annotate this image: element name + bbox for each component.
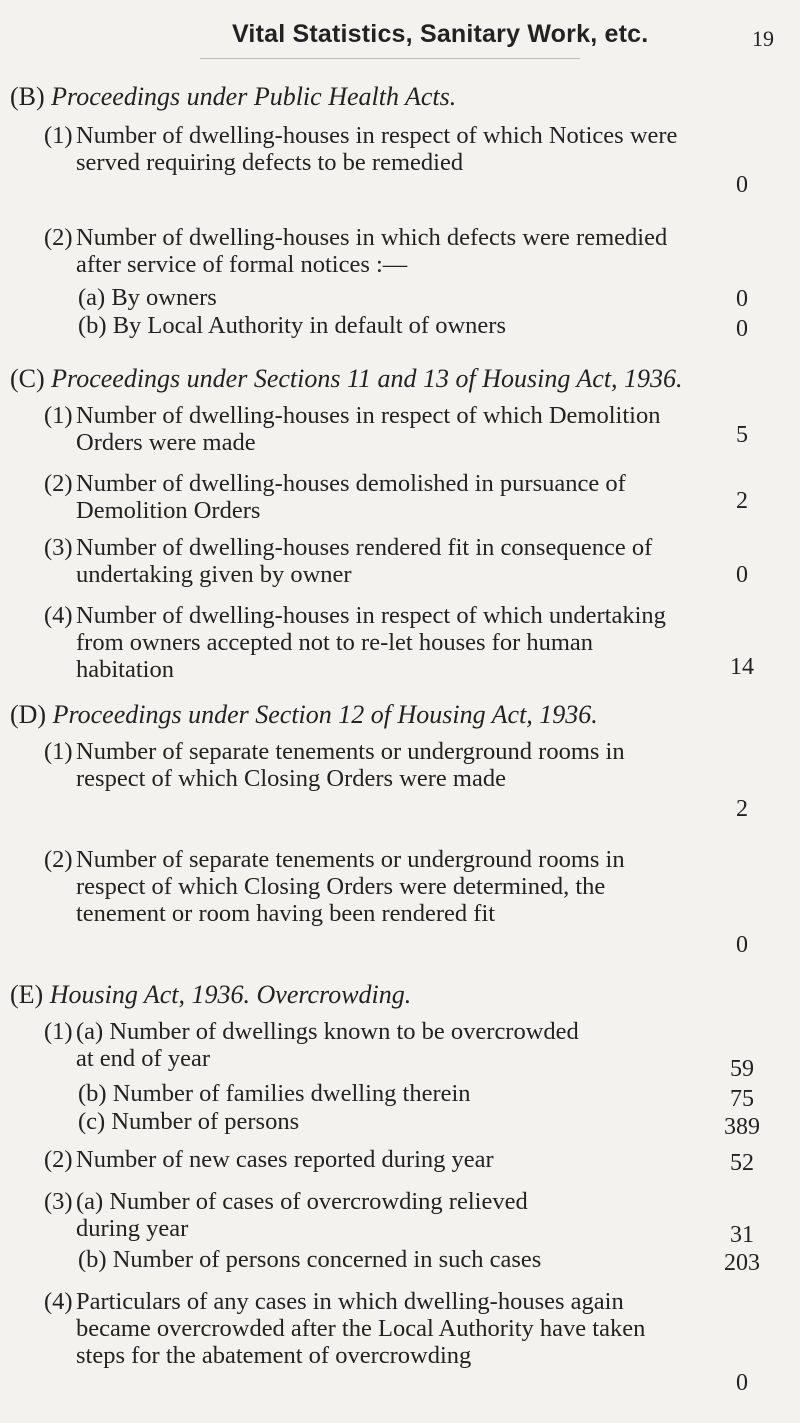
section-b-item-1: (1) Number of dwelling-houses in respect of which Notices were served requiring defects to be remedied bbox=[44, 122, 678, 176]
section-e-item-3b: (b) Number of persons concerned in such cases bbox=[78, 1246, 542, 1273]
section-d-item-2-value: 0 bbox=[736, 932, 748, 958]
section-e-item-1c: (c) Number of persons bbox=[78, 1108, 300, 1135]
section-c-item-1-value: 5 bbox=[736, 422, 748, 448]
section-e-item-3b-value: 203 bbox=[724, 1250, 760, 1276]
section-d-item-2: (2) Number of separate tenements or underground rooms in respect of which Closing Orders were determined, the tenement or room having been rendered fit bbox=[44, 846, 625, 927]
section-c-item-2-value: 2 bbox=[736, 488, 748, 514]
section-e-item-2: (2) Number of new cases reported during year bbox=[44, 1146, 494, 1173]
section-c-item-4: (4) Number of dwelling-houses in respect of which undertaking from owners accepted not to re-let houses for human habitation bbox=[44, 602, 666, 683]
section-e-item-4: (4) Particulars of any cases in which dwelling-houses again became overcrowded after the Local Authority have taken steps for the abatement of overcrowding bbox=[44, 1288, 646, 1369]
section-e-item-1b: (b) Number of families dwelling therein bbox=[78, 1080, 471, 1107]
section-b-item-1-value: 0 bbox=[736, 172, 748, 198]
section-d-item-1-value: 2 bbox=[736, 796, 748, 822]
section-e-item-1a: (1) (a) Number of dwellings known to be overcrowded at end of year bbox=[44, 1018, 579, 1072]
section-b-heading: (B) Proceedings under Public Health Acts. bbox=[10, 82, 457, 111]
section-b-item-2a: (a) By owners bbox=[78, 284, 217, 311]
section-b-item-2b: (b) By Local Authority in default of owners bbox=[78, 312, 506, 339]
section-c-item-3: (3) Number of dwelling-houses rendered fit in consequence of undertaking given by owner bbox=[44, 534, 653, 588]
page-header bbox=[0, 12, 800, 52]
section-c-item-3-value: 0 bbox=[736, 562, 748, 588]
section-e-item-1c-value: 389 bbox=[724, 1114, 760, 1140]
section-c-item-1: (1) Number of dwelling-houses in respect of which Demolition Orders were made bbox=[44, 402, 661, 456]
section-b-item-2a-value: 0 bbox=[736, 286, 748, 312]
running-title: Vital Statistics, Sanitary Work, etc. bbox=[232, 20, 649, 48]
section-c-item-2: (2) Number of dwelling-houses demolished in pursuance of Demolition Orders bbox=[44, 470, 626, 524]
section-c-heading: (C) Proceedings under Sections 11 and 13 of Housing Act, 1936. bbox=[10, 364, 683, 393]
section-b-item-2b-value: 0 bbox=[736, 316, 748, 342]
section-e-item-1b-value: 75 bbox=[730, 1086, 754, 1112]
section-e-heading: (E) Housing Act, 1936. Overcrowding. bbox=[10, 980, 412, 1009]
section-e-item-1a-value: 59 bbox=[730, 1056, 754, 1082]
section-e-item-3a: (3) (a) Number of cases of overcrowding relieved during year bbox=[44, 1188, 528, 1242]
section-e-item-4-value: 0 bbox=[736, 1370, 748, 1396]
section-e-item-3a-value: 31 bbox=[730, 1222, 754, 1248]
section-d-heading: (D) Proceedings under Section 12 of Housing Act, 1936. bbox=[10, 700, 598, 729]
page-number: 19 bbox=[752, 26, 774, 51]
section-b-item-2: (2) Number of dwelling-houses in which defects were remedied after service of formal notices :— bbox=[44, 224, 668, 278]
header-rule bbox=[200, 58, 580, 59]
section-e-item-2-value: 52 bbox=[730, 1150, 754, 1176]
section-d-item-1: (1) Number of separate tenements or underground rooms in respect of which Closing Orders were made bbox=[44, 738, 625, 792]
section-c-item-4-value: 14 bbox=[730, 654, 754, 680]
